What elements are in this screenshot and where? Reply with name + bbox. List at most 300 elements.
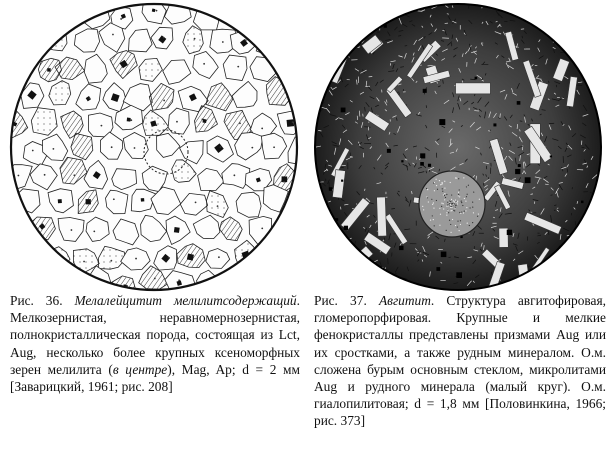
ore-mineral-grain [475,77,478,80]
microlite [596,78,597,81]
microlite [348,30,350,36]
microlite [351,18,355,19]
inclusion-dot [154,278,156,280]
inset-texture-dot [455,200,456,201]
microlite [590,80,593,84]
microlite [343,4,350,5]
inset-texture-dot [457,221,458,222]
inset-texture-dot [444,195,445,196]
inclusion-dot [156,10,158,12]
grain-shape [21,238,45,263]
inset-texture-dot [467,194,468,195]
microlite [534,270,537,273]
microlite [594,229,600,230]
microlite [320,240,322,242]
microlite [602,9,603,12]
opaque-mineral-grain [285,229,289,233]
microlite [313,274,314,278]
inset-texture-dot [445,197,446,198]
microlite [584,233,586,238]
microlite [570,39,572,42]
inset-texture-dot [447,209,448,210]
microlite [321,35,324,36]
inset-texture-dot [454,201,455,202]
inset-texture-dot [458,194,459,195]
microlite [574,251,580,252]
microlite [311,38,315,43]
microlite [336,278,338,279]
microlite [570,271,575,274]
inclusion-dot [289,69,291,71]
inset-texture-dot [461,211,462,212]
microlite [348,259,349,262]
caption-emphasis: в центре [112,361,168,377]
inclusion-dot [135,258,137,260]
microlite [574,261,579,264]
inset-texture-dot [437,189,438,190]
microlite [588,214,591,219]
inset-texture-dot [441,203,442,204]
microlite [525,8,531,10]
inset-texture-dot [446,206,447,207]
inset-texture-dot [426,188,427,189]
inclusion-dot [261,128,263,130]
microlite [596,60,598,62]
microlite [587,277,593,278]
figure-label: Рис. 37. [314,293,367,308]
ore-mineral-grain [515,169,520,174]
inset-texture-dot [447,202,448,203]
microlite [310,57,312,59]
ore-mineral-grain [575,233,581,239]
ore-mineral-grain [423,89,427,93]
inclusion-dot [176,121,178,123]
opaque-mineral-grain [255,9,263,17]
microlite [600,232,602,233]
caption-text: . Структура авгитофировая, гломеропорфировая. Крупные и мелкие фенокристаллы представлены призмами Aug или их сростками, а также рудным минералом. О.м. сложена бурым основным стеклом, микролитами Aug и рудного минерала (малый круг). О.м. гиалопилитовая; d = 1,8 мм [Половинкина, 1966; рис. 373] [314,293,606,429]
grain-shape [250,2,270,25]
microlite [603,194,605,199]
inclusion-dot [32,150,34,152]
grain-shape [57,2,85,23]
microlite [324,289,330,290]
microlite [561,39,565,41]
caption-text: ), Mag, Ap; d = 2 мм [Заварицкий, 1961; рис. 208] [10,361,300,395]
inset-texture-dot [426,196,427,197]
inset-texture-dot [460,213,461,214]
inset-texture-dot [459,196,460,197]
inclusion-dot [31,253,33,255]
figure-36-micrograph [6,2,301,292]
microlite [342,25,346,29]
grain-shape [223,55,247,80]
inclusion-dot [283,181,285,183]
grain-shape [291,79,301,106]
microlite [590,12,591,15]
opaque-mineral-grain [69,11,74,16]
inclusion-dot [168,257,170,259]
microlite [338,236,341,242]
inset-texture-dot [451,194,452,195]
inset-texture-dot [455,225,456,226]
opaque-mineral-grain [58,199,62,203]
augite-prism [377,197,387,236]
microlite [576,266,579,267]
microlite [544,284,546,287]
figure-37-micrograph [310,2,606,292]
inclusion-dot [273,146,275,148]
inclusion-dot [71,13,73,15]
inset-texture-dot [446,194,447,195]
microlite [363,9,365,14]
opaque-mineral-grain [287,119,295,127]
inset-texture-dot [453,204,454,205]
microlite [529,18,534,20]
inclusion-dot [234,283,236,285]
microlite [344,236,346,238]
inset-texture-dot [466,186,467,187]
inclusion-dot [236,8,238,10]
inclusion-dot [113,198,115,200]
inset-texture-dot [448,200,449,201]
inclusion-dot [89,97,91,99]
inset-texture-dot [446,230,447,231]
microlite [589,8,594,9]
inclusion-dot [203,63,205,65]
inset-texture-dot [442,188,443,189]
inset-texture-dot [444,188,445,189]
microlite [319,87,326,89]
opaque-mineral-grain [53,38,57,42]
inset-texture-dot [460,220,461,221]
opaque-mineral-grain [296,257,301,264]
ore-mineral-grain [507,230,512,235]
inset-texture-dot [473,191,474,192]
microlite [346,246,347,248]
inclusion-dot [83,261,85,263]
inclusion-dot [251,147,253,149]
inset-texture-dot [458,192,459,193]
inclusion-dot [217,205,219,207]
microlite [321,43,323,49]
microlite [347,5,349,9]
microlite [574,256,579,259]
inset-texture-dot [442,182,443,183]
opaque-mineral-grain [127,118,131,122]
microlite [585,47,586,50]
microlite [581,221,584,222]
microlite [582,27,586,30]
microlite [591,203,592,207]
grain-shape [276,3,301,29]
microlite [372,23,376,27]
inset-texture-dot [457,226,458,227]
inset-texture-dot [431,199,432,200]
inset-texture-dot [441,206,442,207]
inset-texture-dot [443,194,444,195]
microlite [369,277,370,280]
microlite [362,275,366,277]
microlite [372,287,377,289]
inset-texture-dot [451,203,452,204]
microlite [593,216,598,219]
inclusion-dot [73,174,75,176]
microlite [600,22,603,26]
microlite [568,18,572,23]
microlite [563,28,564,33]
inset-texture-dot [466,196,467,197]
microlite [316,184,318,190]
microlite [586,11,589,13]
inset-texture-dot [452,219,453,220]
microlite [365,282,367,287]
opaque-mineral-grain [17,13,25,21]
inset-texture-dot [434,182,435,183]
ore-mineral-grain [518,164,521,167]
grain-shape [263,247,287,270]
inset-texture-dot [478,213,479,214]
microlite [393,282,399,283]
ore-mineral-grain [399,246,403,250]
inclusion-dot [101,125,103,127]
inclusion-dot [52,148,54,150]
inclusion-dot [155,124,157,126]
microlite [359,31,360,37]
inset-texture-dot [458,178,459,179]
augite-prism [338,246,373,279]
opaque-mineral-grain [141,198,145,202]
inclusion-dot [239,122,241,124]
inset-texture-dot [443,203,444,204]
microlite [587,54,589,55]
microlite [583,282,587,284]
ore-mineral-grain [581,201,584,204]
inclusion-dot [134,147,136,149]
inclusion-dot [245,39,247,41]
inset-texture-dot [432,204,433,205]
ore-mineral-grain [329,187,333,191]
grain-shape [29,265,54,291]
ore-mineral-grain [550,155,552,157]
grain-shape [41,28,67,51]
microlite [584,275,587,278]
inset-texture-dot [454,203,455,204]
inset-texture-dot [464,211,465,212]
microlite [605,152,606,154]
figure-label: Рис. 36. [10,293,63,308]
grain-shape [290,29,301,55]
microlite [386,15,390,19]
microlite [347,243,351,244]
microlite [558,264,560,269]
microlite [359,30,362,36]
microlite [492,3,495,6]
microlite [355,254,357,257]
inclusion-dot [202,118,204,120]
microlite [604,195,606,201]
microlite [566,254,570,257]
ore-mineral-grain [517,101,521,105]
microlite [524,275,527,277]
microlite [324,256,327,262]
microlite [584,71,589,74]
grain-shape [280,58,301,84]
inset-texture-dot [461,202,462,203]
inset-texture-dot [442,191,443,192]
inset-texture-dot [450,224,451,225]
ore-mineral-grain [441,252,447,258]
inset-texture-dot [446,214,447,215]
ore-mineral-grain [420,162,424,166]
microlite [519,9,522,12]
microlite [583,285,589,286]
inclusion-dot [18,175,20,177]
inset-texture-dot [430,220,431,221]
grain-shape [193,3,218,30]
inset-texture-dot [456,202,457,203]
inset-texture-dot [473,212,474,213]
microlite [589,6,592,9]
microlite [312,282,317,285]
grain-shape [266,77,292,106]
microlite [590,56,591,59]
ore-mineral-grain [525,177,531,183]
microlite [315,252,317,256]
grain-shape [6,217,30,245]
inclusion-dot [41,18,43,20]
inclusion-dot [110,260,112,262]
inset-texture-dot [450,182,451,183]
inset-texture-dot [459,189,460,190]
microlite [374,4,377,10]
inclusion-dot [300,39,301,41]
microlite [561,276,563,279]
microlite [578,8,579,12]
inset-texture-dot [465,201,466,202]
microlite [313,281,314,286]
opaque-mineral-grain [38,276,47,285]
inset-texture-dot [472,202,473,203]
microlite [593,76,594,78]
opaque-mineral-grain [47,68,51,72]
inset-texture-dot [465,210,466,211]
inset-texture-dot [427,189,428,190]
microlite [604,206,605,208]
inclusion-dot [52,41,54,43]
inclusion-dot [218,256,220,258]
inclusion-dot [275,260,277,262]
inset-texture-dot [428,201,429,202]
inclusion-dot [71,229,73,231]
ore-mineral-grain [344,226,348,230]
inset-texture-dot [433,219,434,220]
microlite [582,221,583,224]
microlite [572,53,575,56]
ore-mineral-grain [387,149,391,153]
inset-texture-dot [455,205,456,206]
microlite [320,47,323,49]
microlite [556,32,560,33]
inset-texture-dot [450,204,451,205]
inset-texture-dot [463,177,464,178]
inset-texture-dot [449,204,450,205]
microlite [310,67,312,69]
inset-texture-dot [433,207,434,208]
microlite [583,256,588,261]
grain-shape [247,272,272,293]
ore-mineral-grain [439,119,445,125]
microlite [354,27,356,28]
microlite [410,2,412,3]
inset-texture-dot [436,179,437,180]
inset-texture-dot [453,200,454,201]
inset-texture-dot [423,209,424,210]
augite-prism [331,249,348,286]
microlite [593,225,597,228]
ore-mineral-grain [493,123,496,126]
ore-mineral-grain [420,153,425,158]
microlite [569,285,573,286]
inset-texture-dot [451,199,452,200]
inset-texture-dot [458,195,459,196]
microlite [311,158,312,164]
inset-texture-dot [422,206,423,207]
inset-texture-dot [451,207,452,208]
microlite [310,10,312,12]
microlite [562,259,568,261]
opaque-mineral-grain [152,8,156,12]
figure-title: Мелалейцитит мелилитсодержащий [74,293,297,308]
inclusion-dot [163,100,165,102]
inclusion-dot [292,121,294,123]
inset-texture-dot [472,222,473,223]
opaque-mineral-grain [13,281,18,286]
microlite [317,252,322,254]
inset-texture-dot [457,203,458,204]
inset-texture-dot [461,201,462,202]
microlite [345,22,349,25]
augite-prism [341,266,359,285]
inclusion-dot [299,150,301,152]
inset-texture-dot [442,183,443,184]
augite-prism [456,83,491,94]
microlite [347,248,350,250]
microlite [568,252,571,256]
microlite [314,270,318,273]
inset-texture-dot [467,223,468,224]
inset-texture-dot [464,198,465,199]
inset-texture-dot [466,207,467,208]
microlite [337,260,340,262]
grain-shape [10,5,36,28]
figure-36-caption [10,292,300,395]
microlite [604,11,606,13]
microlite [339,256,344,257]
microlite [599,174,604,175]
inset-texture-dot [440,214,441,215]
opaque-mineral-grain [254,281,263,290]
inset-texture-dot [453,210,454,211]
inclusion-dot [233,174,235,176]
opaque-mineral-grain [299,201,301,210]
microlite [577,242,579,246]
grain-shape [292,189,301,220]
microlite [313,192,317,197]
microlite [338,229,339,234]
inclusion-dot [112,34,114,36]
microlite [376,15,380,17]
microlite [573,40,576,45]
